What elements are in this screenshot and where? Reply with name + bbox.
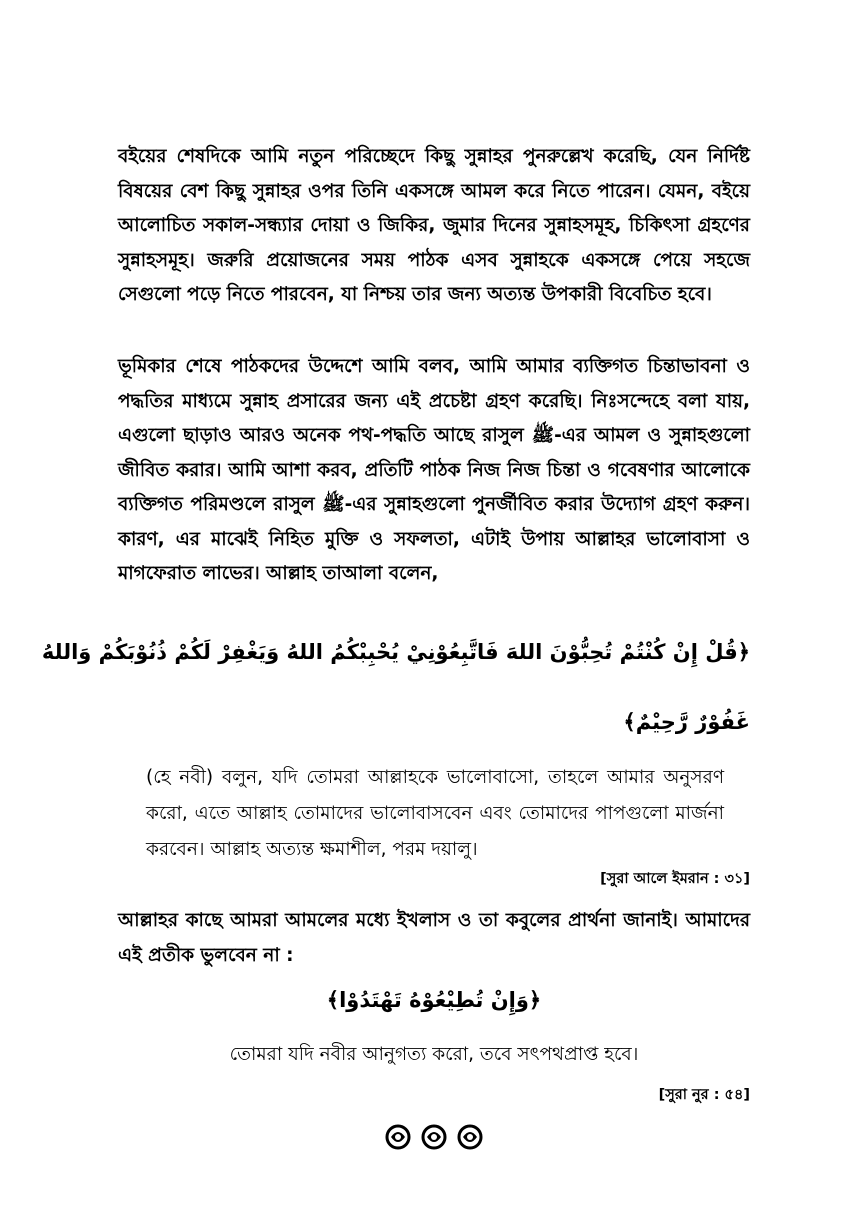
quran-verse-2: ﴿وَإِنْ تُطِيْعُوْهُ تَهْتَدُوْا﴾: [326, 988, 542, 1012]
floral-ornament-icon: [385, 1124, 411, 1150]
quran-verse-line-1: ﴿قُلْ إِنْ كُنْتُمْ تُحِبُّوْنَ اللهَ فَاتَّبِعُوْنِيْ يُحْبِبْكُمُ اللهُ وَيَغْفِرْ لَكُمْ ذُنُوْبَكُمْ وَاللهُ: [41, 640, 750, 664]
paragraph-closing: ভূমিকার শেষে পাঠকদের উদ্দেশে আমি বলব, আমি আমার ব্যক্তিগত চিন্তাভাবনা ও পদ্ধতির মাধ্যমে সুন্নাহ প্রসারের জন্য এই প্রচেষ্টা গ্রহণ করেছি। নিঃসন্দেহে বলা যায়, এগুলো ছাড়াও আরও অনেক পথ-পদ্ধতি আছে রাসুল ﷺ-এর আমল ও সুন্নাহগুলো জীবিত করার। আমি আশা করব, প্রতিটি পাঠক নিজ নিজ চিন্তা ও গবেষণার আলোকে ব্যক্তিগত পরিমণ্ডলে রাসুল ﷺ-এর সুন্নাহগুলো পুনর্জীবিত করার উদ্যোগ গ্রহণ করুন। কারণ, এর মাঝেই নিহিত মুক্তি ও সফলতা, এটাই উপায় আল্লাহর ভালোবাসা ও মাগফেরাত লাভের। আল্লাহ তাআলা বলেন,: [118, 356, 751, 584]
paragraph-prayer: আল্লাহর কাছে আমরা আমলের মধ্যে ইখলাস ও তা কবুলের প্রার্থনা জানাই। আমাদের এই প্রতীক ভুলবেন না :: [118, 910, 750, 966]
verse-reference-1: [সুরা আলে ইমরান : ৩১]: [600, 871, 750, 887]
verse-translation-1: (হে নবী) বলুন, যদি তোমরা আল্লাহকে ভালোবাসো, তাহলে আমার অনুসরণ করো, এতে আল্লাহ তোমাদের ভালোবাসবেন এবং তোমাদের পাপগুলো মার্জনা করবেন। আল্লাহ অত্যন্ত ক্ষমাশীল, পরম দয়ালু।: [146, 767, 724, 860]
paragraph-intro: বইয়ের শেষদিকে আমি নতুন পরিচ্ছেদে কিছু সুন্নাহর পুনরুল্লেখ করেছি, যেন নির্দিষ্ট বিষয়ের বেশ কিছু সুন্নাহর ওপর তিনি একসঙ্গে আমল করে নিতে পারেন। যেমন, বইয়ে আলোচিত সকাল-সন্ধ্যার দোয়া ও জিকির, জুমার দিনের সুন্নাহসমূহ, চিকিৎসা গ্রহণের সুন্নাহসমূহ। জরুরি প্রয়োজনের সময় পাঠক এসব সুন্নাহকে একসঙ্গে পেয়ে সহজে সেগুলো পড়ে নিতে পারবেন, যা নিশ্চয় তার জন্য অত্যন্ত উপকারী বিবেচিত হবে।: [118, 146, 750, 305]
verse-reference-2: [সুরা নুর : ৫৪]: [658, 1087, 750, 1103]
floral-ornament-icon: [457, 1124, 483, 1150]
floral-ornament-icon: [421, 1124, 447, 1150]
quran-verse-line-2: غَفُوْرٌ رَّحِيْمٌ﴾: [623, 710, 750, 734]
verse-translation-2: তোমরা যদি নবীর আনুগত্য করো, তবে সৎপথপ্রাপ্ত হবে।: [229, 1044, 639, 1065]
section-ornament: [0, 1124, 868, 1155]
